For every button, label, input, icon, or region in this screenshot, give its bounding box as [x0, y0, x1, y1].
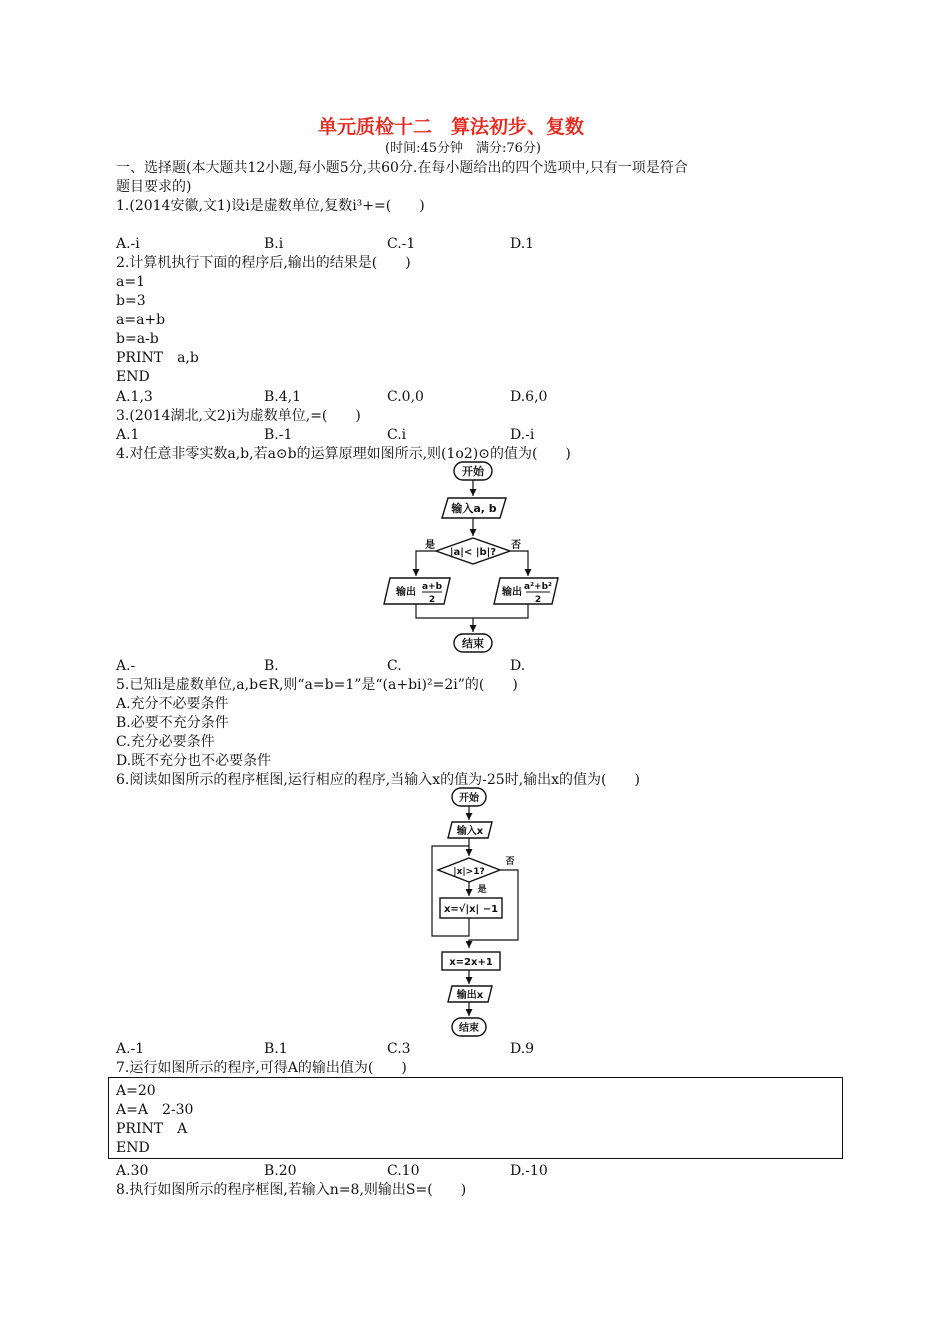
q4-flow-frac-right-den: 2	[534, 595, 542, 605]
q2-option-b: B.4,1	[264, 389, 302, 405]
q6-option-a: A.-1	[116, 1041, 145, 1057]
q4-flow-start: 开始	[462, 465, 484, 478]
q8-stem: 8.执行如图所示的程序框图,若输入n=8,则输出S=( )	[116, 1182, 467, 1198]
q4-flow-out-left: 输出	[396, 587, 416, 598]
q1-option-a: A.-i	[116, 236, 140, 252]
q4-stem: 4.对任意非零实数a,b,若a⊙b的运算原理如图所示,则(1o2)⊙的值为( )	[116, 446, 571, 462]
q6-flow-cond: |x|>1?	[453, 867, 485, 877]
q6-flow-no: 否	[505, 857, 515, 867]
q6-flow-yes: 是	[477, 885, 487, 895]
q4-flow-frac-left-num: a+b	[421, 582, 443, 592]
q3-stem: 3.(2014湖北,文2)i为虚数单位,=( )	[116, 408, 361, 424]
q6-option-c: C.3	[387, 1041, 411, 1057]
section-intro-line1: 一、选择题(本大题共12小题,每小题5分,共60分.在每小题给出的四个选项中,只有一项是符合	[116, 160, 688, 176]
q5-stem: 5.已知i是虚数单位,a,b∈R,则“a=b=1”是“(a+bi)²=2i”的( )	[116, 677, 518, 693]
q2-code-line: PRINT a,b	[116, 350, 199, 366]
q7-code-line: A=A 2-30	[116, 1102, 194, 1118]
q4-option-a: A.-	[116, 658, 136, 674]
q6-option-b: B.1	[264, 1041, 288, 1057]
q2-code-line: b=a-b	[116, 331, 159, 347]
q7-code-line: PRINT A	[116, 1121, 188, 1137]
page-subtitle: (时间:45分钟 满分:76分)	[385, 141, 541, 156]
q1-stem: 1.(2014安徽,文1)设i是虚数单位,复数i³+=( )	[116, 198, 425, 214]
q4-option-b: B.	[264, 658, 279, 674]
q2-code-line: a=a+b	[116, 312, 166, 328]
q2-stem: 2.计算机执行下面的程序后,输出的结果是( )	[116, 255, 411, 271]
q7-option-b: B.20	[264, 1163, 297, 1179]
q3-option-d: D.-i	[510, 427, 535, 443]
q4-flow-yes: 是	[425, 540, 435, 551]
q6-option-d: D.9	[510, 1041, 535, 1057]
q4-flow-cond: |a|< |b|?	[449, 547, 497, 558]
q5-option-b: B.必要不充分条件	[116, 715, 229, 731]
q2-option-d: D.6,0	[510, 389, 548, 405]
q3-option-b: B.-1	[264, 427, 293, 443]
q7-code-line: A=20	[116, 1083, 156, 1099]
q5-option-d: D.既不充分也不必要条件	[116, 753, 272, 769]
q6-flow-assign1: x=√|x| −1	[443, 904, 499, 915]
q6-flow-start: 开始	[459, 793, 479, 804]
q5-option-a: A.充分不必要条件	[116, 696, 229, 712]
page-title: 单元质检十二 算法初步、复数	[318, 116, 585, 138]
q7-code-line: END	[116, 1140, 150, 1156]
section-intro-line2: 题目要求的)	[116, 179, 192, 195]
q6-flow-assign2: x=2x+1	[449, 957, 493, 968]
q4-flow-frac-left-den: 2	[428, 595, 436, 605]
q2-option-a: A.1,3	[116, 389, 153, 405]
q2-option-c: C.0,0	[387, 389, 424, 405]
q7-code-box	[108, 1077, 843, 1159]
q4-flow-end: 结束	[462, 637, 484, 650]
q4-option-c: C.	[387, 658, 402, 674]
q3-option-c: C.i	[387, 427, 407, 443]
q1-option-c: C.-1	[387, 236, 416, 252]
q4-flow-input: 输入a, b	[451, 502, 497, 515]
q3-option-a: A.1	[116, 427, 140, 443]
q2-code-line: b=3	[116, 293, 146, 309]
q7-stem: 7.运行如图所示的程序,可得A的输出值为( )	[116, 1060, 407, 1076]
q4-flow-out-right: 输出	[502, 587, 522, 598]
q2-code-line: a=1	[116, 274, 145, 290]
q6-flow-input: 输入x	[456, 826, 484, 837]
q7-option-a: A.30	[116, 1163, 149, 1179]
q6-flowchart	[420, 786, 530, 1042]
q4-flowchart	[380, 460, 560, 660]
q2-code-line: END	[116, 369, 150, 385]
q4-option-d: D.	[510, 658, 526, 674]
q4-flow-frac-right-num: a²+b²	[524, 582, 552, 592]
q6-stem: 6.阅读如图所示的程序框图,运行相应的程序,当输入x的值为-25时,输出x的值为( )	[116, 772, 640, 788]
q7-option-d: D.-10	[510, 1163, 548, 1179]
q7-option-c: C.10	[387, 1163, 420, 1179]
q6-flow-output: 输出x	[456, 990, 484, 1001]
q1-option-d: D.1	[510, 236, 535, 252]
q1-option-b: B.i	[264, 236, 284, 252]
q4-flow-no: 否	[511, 540, 521, 551]
q6-flow-end: 结束	[459, 1023, 479, 1034]
q5-option-c: C.充分必要条件	[116, 734, 215, 750]
